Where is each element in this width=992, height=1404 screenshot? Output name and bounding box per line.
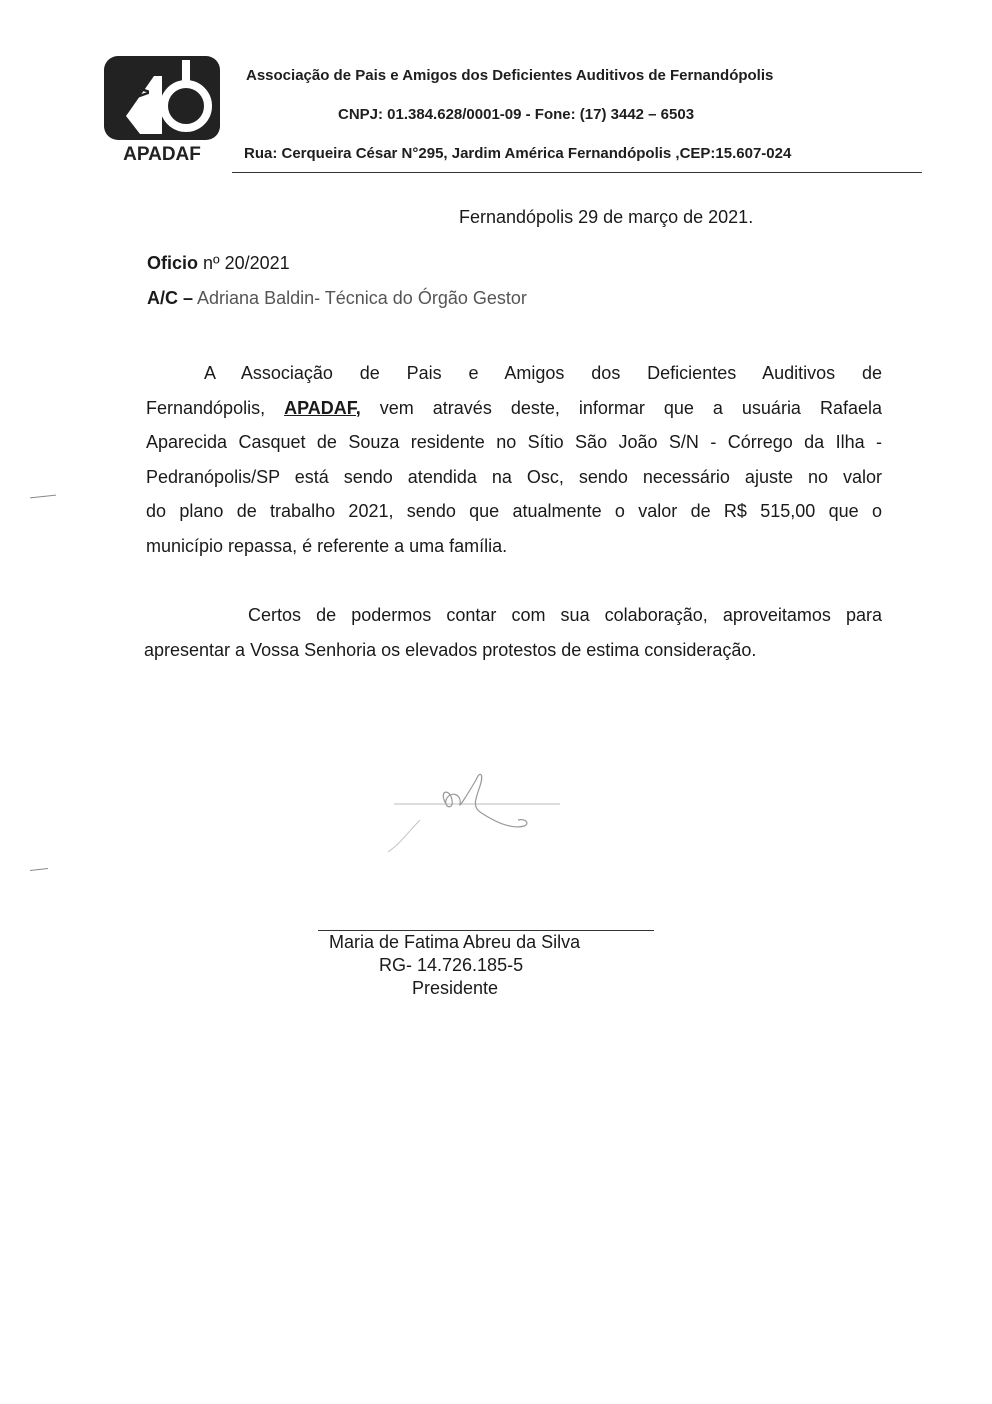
header-divider [232,172,922,173]
letter-body-paragraph [146,356,882,563]
oficio-label: Oficio [147,253,199,273]
body-line: Aparecida Casquet de Souza residente no Sítio São João S/N - Córrego da Ilha - [146,432,882,452]
body-line: A Associação de Pais e Amigos dos Deficientes Auditivos de [204,363,882,383]
letter-closing-paragraph [144,598,882,667]
attention-line [147,288,527,309]
logo-text: APADAF [123,144,201,162]
signature-icon [380,760,570,870]
apadaf-logo [104,56,220,162]
letter-date: Fernandópolis 29 de março de 2021. [459,207,754,227]
org-name: Associação de Pais e Amigos dos Deficientes Auditivos de Fernandópolis [246,67,774,84]
closing-line: apresentar a Vossa Senhoria os elevados protestos de estima consideração. [144,639,757,660]
org-cnpj-phone: CNPJ: 01.384.628/0001-09 - Fone: (17) 3442 – 6503 [338,106,695,123]
body-text: vem através deste, informar que a usuária Rafaela [379,397,882,418]
apadaf-logo-icon [104,56,220,162]
body-line: Pedranópolis/SP está sendo atendida na Osc, sendo necessário ajuste no valor [146,466,882,487]
attention-label: A/C – [147,288,194,308]
org-address: Rua: Cerqueira César N°295, Jardim América Fernandópolis ,CEP:15.607-024 [244,145,792,162]
oficio-reference [147,253,290,274]
scan-mark [30,868,48,871]
apadaf-emphasis: APADAF, [284,397,361,418]
oficio-number: nº 20/2021 [198,253,290,273]
svg-text:A: A [130,85,152,100]
body-line: município repassa, é referente a uma família. [146,535,508,556]
body-line: do plano de trabalho 2021, sendo que atualmente o valor de R$ 515,00 que o [146,501,882,521]
body-text: Fernandópolis, [146,397,266,418]
signatory-rg: RG- 14.726.185-5 [379,955,524,975]
scan-mark [30,495,56,499]
body-line [146,391,882,426]
signatory-name: Maria de Fatima Abreu da Silva [329,932,581,952]
signature-line [318,930,654,931]
attention-recipient: Adriana Baldin- Técnica do Órgão Gestor [193,288,527,308]
closing-line: Certos de podermos contar com sua colaboração, aproveitamos para [248,605,882,625]
signatory-role: Presidente [412,978,499,998]
handwritten-signature [380,760,570,870]
